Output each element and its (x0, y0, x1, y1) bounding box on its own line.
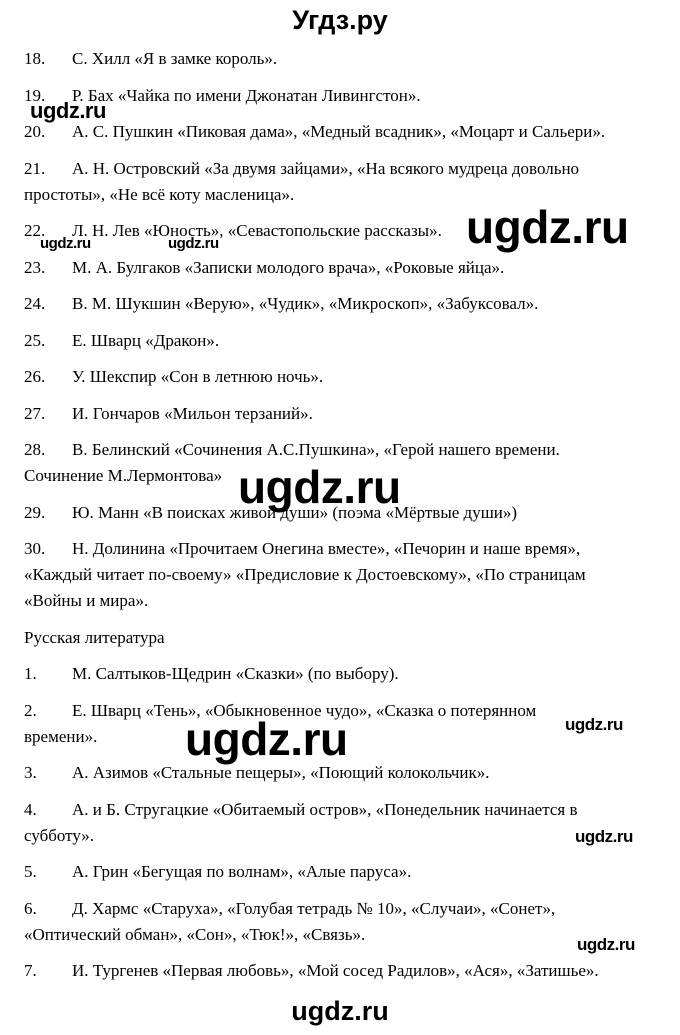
list-item (24, 797, 656, 849)
item-line: И. Гончаров «Мильон терзаний». (72, 403, 313, 423)
list-item (24, 255, 656, 281)
item-line: «Оптический обман», «Сон», «Тюк!», «Связь». (24, 924, 366, 944)
list-item (24, 218, 656, 244)
item-number: 18. (24, 49, 46, 68)
item-line: «Войны и мира». (24, 591, 149, 610)
item-line: С. Хилл «Я в замке король». (72, 49, 278, 68)
item-line: М. А. Булгаков «Записки молодого врача», «Роковые яйца». (72, 257, 505, 277)
watermark: ugdz.ru (168, 235, 219, 252)
list-item (24, 119, 656, 145)
list-item (24, 291, 656, 317)
item-number: 5. (24, 862, 37, 881)
item-line: И. Тургенев «Первая любовь», «Мой сосед Радилов», «Ася», «Затишье». (72, 961, 599, 980)
list-item (24, 156, 656, 208)
site-title: Угдз.ру (292, 5, 388, 35)
list-item (24, 500, 656, 526)
item-line: А. и Б. Стругацкие «Обитаемый остров», «Понедельник начинается в (72, 799, 578, 819)
list-item (24, 328, 656, 354)
document-content (0, 46, 680, 984)
list-item (24, 896, 656, 948)
section-heading: Русская литература (24, 627, 165, 647)
watermark: ugdz.ru (466, 201, 629, 253)
item-number: 1. (24, 664, 37, 683)
watermark: ugdz.ru (577, 935, 635, 954)
watermark: ugdz.ru (238, 461, 401, 513)
item-line: М. Салтыков-Щедрин «Сказки» (по выбору). (72, 664, 399, 683)
list-item (24, 859, 656, 885)
watermark: ugdz.ru (565, 715, 623, 734)
item-line: времени». (24, 726, 98, 746)
item-line: В. Белинский «Сочинения А.С.Пушкина», «Герой нашего времени. (72, 440, 560, 459)
watermark: ugdz.ru (30, 98, 106, 123)
item-line: Е. Шварц «Дракон». (72, 330, 220, 350)
list-item (24, 698, 656, 750)
item-line: А. Н. Островский «За двумя зайцами», «На всякого мудреца довольно (72, 158, 580, 178)
item-line: субботу». (24, 825, 95, 845)
item-line: А. Грин «Бегущая по волнам», «Алые паруса». (72, 862, 412, 881)
item-line: Сочинение М.Лермонтова» (24, 466, 223, 485)
item-number: 22. (24, 221, 46, 240)
item-number: 24. (24, 294, 46, 313)
item-line: А. Азимов «Стальные пещеры», «Поющий колокольчик». (72, 763, 490, 782)
item-line: А. С. Пушкин «Пиковая дама», «Медный всадник», «Моцарт и Сальери». (72, 122, 606, 141)
list-item (24, 364, 656, 390)
item-number: 23. (24, 257, 46, 277)
item-line: Н. Долинина «Прочитаем Онегина вместе», «Печорин и наше время», (72, 539, 581, 558)
watermark: ugdz.ru (575, 827, 633, 846)
list-item (24, 760, 656, 786)
item-number: 2. (24, 700, 37, 720)
watermark: ugdz.ru (185, 713, 348, 765)
item-number: 28. (24, 440, 46, 459)
item-number: 19. (24, 85, 46, 105)
item-number: 7. (24, 961, 37, 980)
list-item (24, 46, 656, 72)
item-number: 30. (24, 539, 46, 558)
item-number: 21. (24, 158, 46, 178)
list-item (24, 536, 656, 614)
watermark: ugdz.ru (40, 235, 91, 252)
list-item (24, 437, 656, 489)
item-line: Ю. Манн «В поисках живой души» (поэма «Мёртвые души») (72, 502, 518, 522)
item-number: 26. (24, 367, 46, 386)
item-line: Е. Шварц «Тень», «Обыкновенное чудо», «Сказка о потерянном (72, 700, 537, 720)
item-number: 29. (24, 502, 46, 522)
item-number: 20. (24, 122, 46, 141)
item-number: 4. (24, 799, 37, 819)
item-line: «Каждый читает по-своему» «Предисловие к Достоевскому», «По страницам (24, 565, 586, 584)
item-line: В. М. Шукшин «Верую», «Чудик», «Микроскоп», «Забуксовал». (72, 294, 539, 313)
list-item (24, 83, 656, 109)
item-line: простоты», «Не всё коту масленица». (24, 184, 295, 204)
item-line: Р. Бах «Чайка по имени Джонатан Ливингстон». (72, 85, 421, 105)
item-line: Д. Хармс «Старуха», «Голубая тетрадь № 10», «Случаи», «Сонет», (72, 898, 556, 918)
item-number: 27. (24, 403, 46, 423)
item-number: 25. (24, 330, 46, 350)
item-number: 3. (24, 763, 37, 782)
item-number: 6. (24, 898, 37, 918)
list-item (24, 958, 656, 984)
footer-watermark: ugdz.ru (291, 996, 389, 1026)
item-line: Л. Н. Лев «Юность», «Севастопольские рассказы». (72, 221, 442, 240)
list-item (24, 661, 656, 687)
list-item (24, 401, 656, 427)
item-line: У. Шекспир «Сон в летнюю ночь». (72, 367, 324, 386)
